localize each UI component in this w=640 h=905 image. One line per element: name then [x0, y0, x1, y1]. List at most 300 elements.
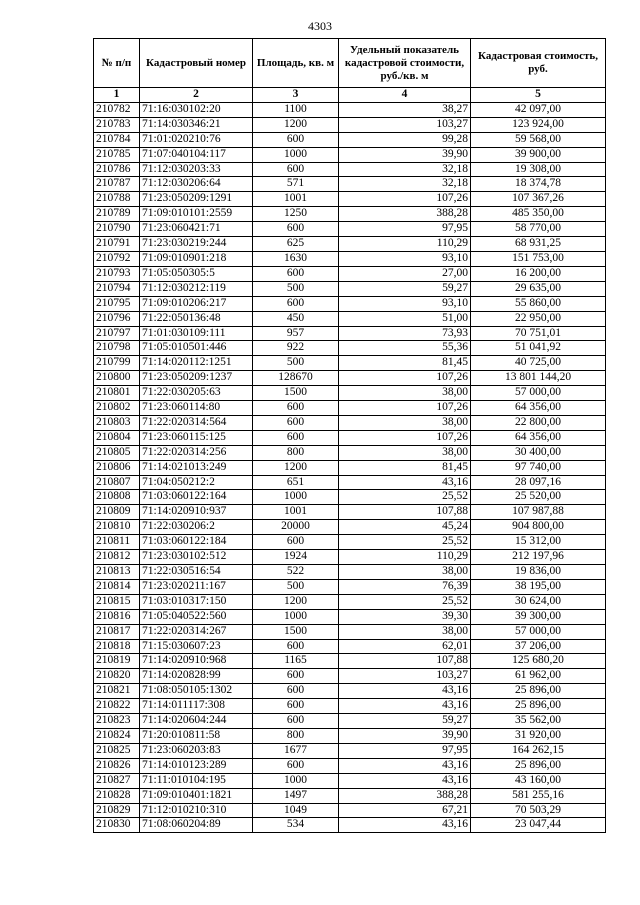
- column-number: 5: [471, 88, 606, 103]
- cadastral-number: 71:16:030102:20: [140, 102, 253, 117]
- unit-rate-value: 76,39: [339, 579, 471, 594]
- unit-rate-value: 107,88: [339, 654, 471, 669]
- cadastral-number: 71:14:010123:289: [140, 758, 253, 773]
- row-index: 210826: [94, 758, 140, 773]
- cadastral-value: 25 896,00: [471, 684, 606, 699]
- cadastral-value: 16 200,00: [471, 266, 606, 281]
- cadastral-value: 22 950,00: [471, 311, 606, 326]
- area-value: 522: [253, 565, 339, 580]
- row-index: 210783: [94, 117, 140, 132]
- cadastral-number: 71:23:020211:167: [140, 579, 253, 594]
- area-value: 600: [253, 714, 339, 729]
- cadastral-number: 71:23:060114:80: [140, 401, 253, 416]
- cadastral-number: 71:23:060421:71: [140, 222, 253, 237]
- cadastral-number: 71:03:010317:150: [140, 594, 253, 609]
- cadastral-value: 55 860,00: [471, 296, 606, 311]
- row-index: 210819: [94, 654, 140, 669]
- area-value: 600: [253, 430, 339, 445]
- row-index: 210809: [94, 505, 140, 520]
- unit-rate-value: 59,27: [339, 281, 471, 296]
- cadastral-value: 61 962,00: [471, 669, 606, 684]
- cadastral-number: 71:12:030212:119: [140, 281, 253, 296]
- area-value: 1200: [253, 594, 339, 609]
- cadastral-number: 71:22:050136:48: [140, 311, 253, 326]
- row-index: 210817: [94, 624, 140, 639]
- unit-rate-value: 67,21: [339, 803, 471, 818]
- cadastral-value: 904 800,00: [471, 520, 606, 535]
- table-row: [94, 117, 606, 132]
- area-value: 1001: [253, 192, 339, 207]
- table-row: [94, 758, 606, 773]
- cadastral-value: 51 041,92: [471, 341, 606, 356]
- table-row: [94, 594, 606, 609]
- area-value: 600: [253, 162, 339, 177]
- cadastral-number: 71:14:030346:21: [140, 117, 253, 132]
- table-row: [94, 714, 606, 729]
- unit-rate-value: 38,00: [339, 624, 471, 639]
- table-row: [94, 102, 606, 117]
- cadastral-value: 18 374,78: [471, 177, 606, 192]
- cadastral-value: 13 801 144,20: [471, 371, 606, 386]
- unit-rate-value: 107,26: [339, 430, 471, 445]
- area-value: 1924: [253, 550, 339, 565]
- area-value: 600: [253, 401, 339, 416]
- column-number: 1: [94, 88, 140, 103]
- cadastral-number: 71:22:030516:54: [140, 565, 253, 580]
- cadastral-value: 23 047,44: [471, 818, 606, 833]
- unit-rate-value: 73,93: [339, 326, 471, 341]
- area-value: 625: [253, 237, 339, 252]
- cadastral-number: 71:23:030219:244: [140, 237, 253, 252]
- cadastral-number: 71:12:030203:33: [140, 162, 253, 177]
- cadastral-number: 71:01:030109:111: [140, 326, 253, 341]
- cadastral-value: 25 896,00: [471, 758, 606, 773]
- cadastral-number: 71:09:010206:217: [140, 296, 253, 311]
- cadastral-value: 25 896,00: [471, 699, 606, 714]
- row-index: 210814: [94, 579, 140, 594]
- table-row: [94, 162, 606, 177]
- row-index: 210782: [94, 102, 140, 117]
- cadastral-value: 37 206,00: [471, 639, 606, 654]
- row-index: 210794: [94, 281, 140, 296]
- table-row: [94, 699, 606, 714]
- cadastral-number: 71:12:030206:64: [140, 177, 253, 192]
- row-index: 210828: [94, 788, 140, 803]
- cadastral-value: 29 635,00: [471, 281, 606, 296]
- row-index: 210806: [94, 460, 140, 475]
- table-row: [94, 624, 606, 639]
- cadastral-value: 39 300,00: [471, 609, 606, 624]
- table-row: [94, 341, 606, 356]
- row-index: 210802: [94, 401, 140, 416]
- row-index: 210810: [94, 520, 140, 535]
- table-row: [94, 132, 606, 147]
- area-value: 957: [253, 326, 339, 341]
- row-index: 210820: [94, 669, 140, 684]
- table-row: [94, 773, 606, 788]
- unit-rate-value: 38,00: [339, 386, 471, 401]
- cadastral-value: 42 097,00: [471, 102, 606, 117]
- table-row: [94, 743, 606, 758]
- table-row: [94, 147, 606, 162]
- cadastral-number: 71:09:010101:2559: [140, 207, 253, 222]
- row-index: 210816: [94, 609, 140, 624]
- area-value: 1165: [253, 654, 339, 669]
- row-index: 210788: [94, 192, 140, 207]
- row-index: 210818: [94, 639, 140, 654]
- cadastral-number: 71:05:040522:560: [140, 609, 253, 624]
- unit-rate-value: 43,16: [339, 684, 471, 699]
- table-row: [94, 505, 606, 520]
- cadastral-value: 31 920,00: [471, 728, 606, 743]
- cadastral-value: 57 000,00: [471, 386, 606, 401]
- cadastral-number: 71:14:020910:937: [140, 505, 253, 520]
- unit-rate-value: 27,00: [339, 266, 471, 281]
- unit-rate-value: 97,95: [339, 222, 471, 237]
- unit-rate-value: 25,52: [339, 594, 471, 609]
- unit-rate-value: 62,01: [339, 639, 471, 654]
- area-value: 1100: [253, 102, 339, 117]
- area-value: 600: [253, 684, 339, 699]
- table-row: [94, 207, 606, 222]
- area-value: 600: [253, 639, 339, 654]
- area-value: 1000: [253, 490, 339, 505]
- cadastral-value: 59 568,00: [471, 132, 606, 147]
- table-row: [94, 803, 606, 818]
- unit-rate-value: 43,16: [339, 475, 471, 490]
- cadastral-number: 71:23:060115:125: [140, 430, 253, 445]
- cadastral-number: 71:12:010210:310: [140, 803, 253, 818]
- area-value: 1000: [253, 147, 339, 162]
- unit-rate-value: 55,36: [339, 341, 471, 356]
- unit-rate-value: 38,27: [339, 102, 471, 117]
- table-row: [94, 684, 606, 699]
- table-row: [94, 654, 606, 669]
- row-index: 210790: [94, 222, 140, 237]
- table-row: [94, 818, 606, 833]
- cadastral-value: 64 356,00: [471, 401, 606, 416]
- cadastral-value: 28 097,16: [471, 475, 606, 490]
- cadastral-number: 71:15:030607:23: [140, 639, 253, 654]
- area-value: 1001: [253, 505, 339, 520]
- row-index: 210787: [94, 177, 140, 192]
- cadastral-number: 71:11:010104:195: [140, 773, 253, 788]
- area-value: 600: [253, 669, 339, 684]
- unit-rate-value: 107,26: [339, 192, 471, 207]
- cadastral-number: 71:05:050305:5: [140, 266, 253, 281]
- area-value: 1000: [253, 609, 339, 624]
- area-value: 534: [253, 818, 339, 833]
- area-value: 800: [253, 728, 339, 743]
- area-value: 1000: [253, 773, 339, 788]
- cadastral-value: 19 308,00: [471, 162, 606, 177]
- column-number: 4: [339, 88, 471, 103]
- cadastral-value: 485 350,00: [471, 207, 606, 222]
- unit-rate-value: 388,28: [339, 788, 471, 803]
- unit-rate-value: 99,28: [339, 132, 471, 147]
- table-row: [94, 728, 606, 743]
- row-index: 210822: [94, 699, 140, 714]
- cadastral-number: 71:07:040104:117: [140, 147, 253, 162]
- table-body: [94, 102, 606, 832]
- area-value: 1200: [253, 460, 339, 475]
- cadastral-number: 71:01:020210:76: [140, 132, 253, 147]
- area-value: 800: [253, 445, 339, 460]
- row-index: 210793: [94, 266, 140, 281]
- area-value: 1200: [253, 117, 339, 132]
- area-value: 922: [253, 341, 339, 356]
- cadastral-value: 107 987,88: [471, 505, 606, 520]
- header-unit-rate: Удельный показатель кадастровой стоимости, руб./кв. м: [339, 39, 471, 88]
- area-value: 600: [253, 296, 339, 311]
- table-row: [94, 669, 606, 684]
- table-row: [94, 401, 606, 416]
- cadastral-number: 71:14:021013:249: [140, 460, 253, 475]
- cadastral-number: 71:23:030102:512: [140, 550, 253, 565]
- row-index: 210785: [94, 147, 140, 162]
- cadastral-value: 35 562,00: [471, 714, 606, 729]
- table-row: [94, 326, 606, 341]
- area-value: 600: [253, 222, 339, 237]
- area-value: 450: [253, 311, 339, 326]
- unit-rate-value: 38,00: [339, 415, 471, 430]
- table-row: [94, 371, 606, 386]
- unit-rate-value: 81,45: [339, 460, 471, 475]
- cadastral-number: 71:14:020910:968: [140, 654, 253, 669]
- cadastral-number: 71:14:020604:244: [140, 714, 253, 729]
- cadastral-number: 71:23:060203:83: [140, 743, 253, 758]
- cadastral-value: 64 356,00: [471, 430, 606, 445]
- cadastral-value: 57 000,00: [471, 624, 606, 639]
- cadastral-value: 164 262,15: [471, 743, 606, 758]
- table-row: [94, 460, 606, 475]
- row-index: 210796: [94, 311, 140, 326]
- unit-rate-value: 93,10: [339, 251, 471, 266]
- table-row: [94, 251, 606, 266]
- row-index: 210821: [94, 684, 140, 699]
- unit-rate-value: 45,24: [339, 520, 471, 535]
- cadastral-number: 71:20:010811:58: [140, 728, 253, 743]
- unit-rate-value: 32,18: [339, 162, 471, 177]
- cadastral-value-table: [93, 38, 606, 833]
- row-index: 210807: [94, 475, 140, 490]
- cadastral-number: 71:14:020828:99: [140, 669, 253, 684]
- cadastral-number: 71:03:060122:184: [140, 535, 253, 550]
- cadastral-value: 30 624,00: [471, 594, 606, 609]
- row-index: 210791: [94, 237, 140, 252]
- row-index: 210799: [94, 356, 140, 371]
- cadastral-number: 71:08:060204:89: [140, 818, 253, 833]
- table-row: [94, 415, 606, 430]
- cadastral-value: 22 800,00: [471, 415, 606, 430]
- area-value: 1049: [253, 803, 339, 818]
- row-index: 210795: [94, 296, 140, 311]
- table-header-row: [94, 39, 606, 88]
- row-index: 210797: [94, 326, 140, 341]
- cadastral-value: 68 931,25: [471, 237, 606, 252]
- row-index: 210812: [94, 550, 140, 565]
- cadastral-value: 125 680,20: [471, 654, 606, 669]
- unit-rate-value: 110,29: [339, 550, 471, 565]
- table-row: [94, 475, 606, 490]
- area-value: 1630: [253, 251, 339, 266]
- unit-rate-value: 39,90: [339, 728, 471, 743]
- row-index: 210811: [94, 535, 140, 550]
- area-value: 600: [253, 415, 339, 430]
- table-row: [94, 237, 606, 252]
- page-number: 4303: [308, 19, 332, 33]
- row-index: 210808: [94, 490, 140, 505]
- unit-rate-value: 103,27: [339, 117, 471, 132]
- cadastral-number: 71:22:030206:2: [140, 520, 253, 535]
- cadastral-value: 581 255,16: [471, 788, 606, 803]
- row-index: 210803: [94, 415, 140, 430]
- area-value: 500: [253, 579, 339, 594]
- row-index: 210801: [94, 386, 140, 401]
- cadastral-value: 30 400,00: [471, 445, 606, 460]
- column-number: 2: [140, 88, 253, 103]
- table-row: [94, 281, 606, 296]
- table-row: [94, 550, 606, 565]
- row-index: 210792: [94, 251, 140, 266]
- unit-rate-value: 97,95: [339, 743, 471, 758]
- area-value: 600: [253, 266, 339, 281]
- area-value: 600: [253, 758, 339, 773]
- table-row: [94, 311, 606, 326]
- cadastral-number: 71:23:050209:1291: [140, 192, 253, 207]
- table-row: [94, 520, 606, 535]
- cadastral-number: 71:14:020112:1251: [140, 356, 253, 371]
- unit-rate-value: 59,27: [339, 714, 471, 729]
- table-row: [94, 356, 606, 371]
- cadastral-number: 71:22:020314:267: [140, 624, 253, 639]
- cadastral-value: 70 503,29: [471, 803, 606, 818]
- cadastral-value: 151 753,00: [471, 251, 606, 266]
- table-row: [94, 296, 606, 311]
- table-row: [94, 177, 606, 192]
- area-value: 1250: [253, 207, 339, 222]
- unit-rate-value: 43,16: [339, 773, 471, 788]
- unit-rate-value: 103,27: [339, 669, 471, 684]
- cadastral-value: 123 924,00: [471, 117, 606, 132]
- table-row: [94, 535, 606, 550]
- cadastral-number: 71:09:010401:1821: [140, 788, 253, 803]
- row-index: 210804: [94, 430, 140, 445]
- unit-rate-value: 39,90: [339, 147, 471, 162]
- table-row: [94, 490, 606, 505]
- row-index: 210830: [94, 818, 140, 833]
- header-cadastral-value: Кадастровая стоимость, руб.: [471, 39, 606, 88]
- cadastral-value: 15 312,00: [471, 535, 606, 550]
- column-number: 3: [253, 88, 339, 103]
- cadastral-number: 71:04:050212:2: [140, 475, 253, 490]
- area-value: 1500: [253, 386, 339, 401]
- unit-rate-value: 51,00: [339, 311, 471, 326]
- unit-rate-value: 38,00: [339, 565, 471, 580]
- cadastral-number: 71:05:010501:446: [140, 341, 253, 356]
- unit-rate-value: 43,16: [339, 758, 471, 773]
- row-index: 210813: [94, 565, 140, 580]
- table-row: [94, 639, 606, 654]
- row-index: 210798: [94, 341, 140, 356]
- cadastral-value: 107 367,26: [471, 192, 606, 207]
- area-value: 651: [253, 475, 339, 490]
- unit-rate-value: 107,26: [339, 401, 471, 416]
- area-value: 600: [253, 535, 339, 550]
- cadastral-value: 43 160,00: [471, 773, 606, 788]
- row-index: 210823: [94, 714, 140, 729]
- table-row: [94, 609, 606, 624]
- cadastral-value: 97 740,00: [471, 460, 606, 475]
- area-value: 500: [253, 281, 339, 296]
- header-index: № п/п: [94, 39, 140, 88]
- unit-rate-value: 107,88: [339, 505, 471, 520]
- cadastral-value: 39 900,00: [471, 147, 606, 162]
- unit-rate-value: 32,18: [339, 177, 471, 192]
- header-area: Площадь, кв. м: [253, 39, 339, 88]
- row-index: 210824: [94, 728, 140, 743]
- cadastral-number: 71:08:050105:1302: [140, 684, 253, 699]
- area-value: 600: [253, 132, 339, 147]
- unit-rate-value: 39,30: [339, 609, 471, 624]
- cadastral-value: 38 195,00: [471, 579, 606, 594]
- area-value: 128670: [253, 371, 339, 386]
- row-index: 210815: [94, 594, 140, 609]
- row-index: 210800: [94, 371, 140, 386]
- table-row: [94, 579, 606, 594]
- unit-rate-value: 43,16: [339, 699, 471, 714]
- row-index: 210786: [94, 162, 140, 177]
- area-value: 1497: [253, 788, 339, 803]
- row-index: 210789: [94, 207, 140, 222]
- cadastral-value: 58 770,00: [471, 222, 606, 237]
- column-number-row: [94, 88, 606, 103]
- unit-rate-value: 43,16: [339, 818, 471, 833]
- unit-rate-value: 38,00: [339, 445, 471, 460]
- area-value: 600: [253, 699, 339, 714]
- cadastral-number: 71:14:011117:308: [140, 699, 253, 714]
- cadastral-number: 71:22:020314:256: [140, 445, 253, 460]
- row-index: 210829: [94, 803, 140, 818]
- row-index: 210805: [94, 445, 140, 460]
- area-value: 571: [253, 177, 339, 192]
- unit-rate-value: 25,52: [339, 535, 471, 550]
- area-value: 1500: [253, 624, 339, 639]
- row-index: 210825: [94, 743, 140, 758]
- cadastral-number: 71:03:060122:164: [140, 490, 253, 505]
- cadastral-number: 71:22:030205:63: [140, 386, 253, 401]
- cadastral-number: 71:09:010901:218: [140, 251, 253, 266]
- unit-rate-value: 93,10: [339, 296, 471, 311]
- table-row: [94, 266, 606, 281]
- unit-rate-value: 388,28: [339, 207, 471, 222]
- cadastral-number: 71:22:020314:564: [140, 415, 253, 430]
- area-value: 500: [253, 356, 339, 371]
- row-index: 210827: [94, 773, 140, 788]
- table-row: [94, 788, 606, 803]
- cadastral-value: 70 751,01: [471, 326, 606, 341]
- area-value: 20000: [253, 520, 339, 535]
- table-row: [94, 192, 606, 207]
- unit-rate-value: 107,26: [339, 371, 471, 386]
- unit-rate-value: 25,52: [339, 490, 471, 505]
- table-row: [94, 565, 606, 580]
- table-row: [94, 430, 606, 445]
- unit-rate-value: 81,45: [339, 356, 471, 371]
- row-index: 210784: [94, 132, 140, 147]
- cadastral-value: 19 836,00: [471, 565, 606, 580]
- table-row: [94, 222, 606, 237]
